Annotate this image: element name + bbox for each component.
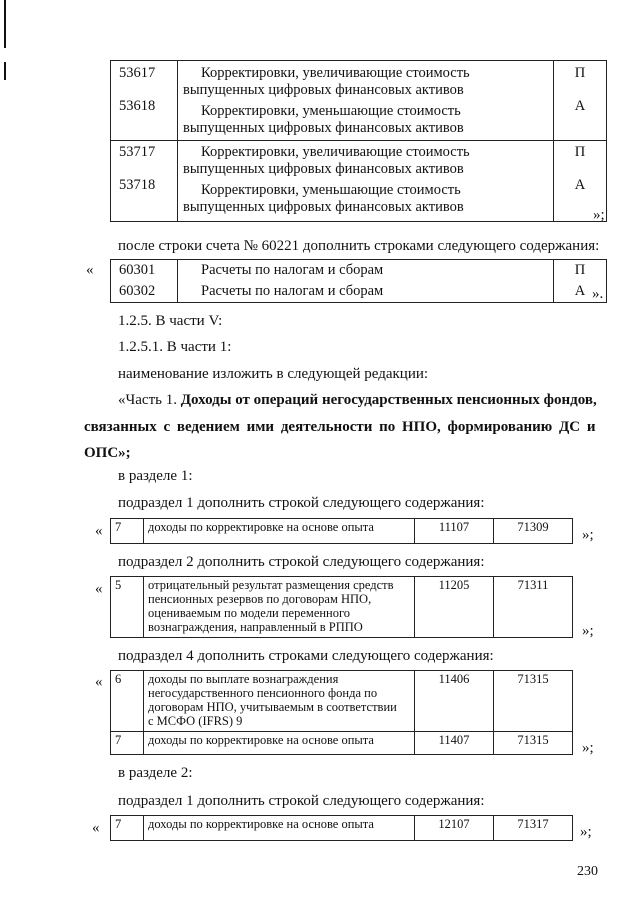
table-row — [111, 519, 573, 544]
opening-quote: « — [95, 523, 103, 539]
heading-prefix: «Часть 1. — [118, 392, 181, 408]
closing-quote: »; — [580, 824, 592, 840]
account-code: 53617 — [119, 65, 156, 81]
paragraph: подраздел 4 дополнить строками следующего содержания: — [118, 648, 494, 664]
desc-line: негосударственного пенсионного фонда по — [148, 686, 378, 700]
account-code: 53717 — [119, 144, 156, 160]
table-row — [111, 577, 573, 638]
account-type: П — [574, 262, 586, 278]
account-name: выпущенных цифровых финансовых активов — [183, 199, 464, 215]
account-number: 71315 — [494, 671, 573, 732]
account-type: А — [574, 283, 586, 299]
symbol-code: 11205 — [415, 577, 494, 638]
paragraph: 1.2.5. В части V: — [118, 313, 223, 329]
closing-quote: »; — [582, 527, 594, 543]
account-number: 71309 — [494, 519, 573, 544]
paragraph: подраздел 2 дополнить строкой следующего содержания: — [118, 554, 485, 570]
account-type: А — [574, 98, 586, 114]
paragraph: подраздел 1 дополнить строкой следующего содержания: — [118, 495, 485, 511]
account-name: Корректировки, увеличивающие стоимость — [201, 144, 470, 160]
margin-mark — [4, 0, 6, 48]
account-code: 60301 — [119, 262, 156, 278]
heading-bold: Доходы от операций негосударственных пенсионных фондов, — [180, 392, 597, 408]
table-row — [111, 816, 573, 841]
income-table-5 — [110, 815, 573, 841]
closing-quote: »; — [582, 623, 594, 639]
row-number: 7 — [111, 519, 144, 544]
page-number: 230 — [577, 864, 598, 879]
row-number: 6 — [111, 671, 144, 732]
symbol-code: 11406 — [415, 671, 494, 732]
desc-line: договорам НПО, учитываемым в соответствии — [148, 700, 397, 714]
desc-line: вознаграждения, направленный в РППО — [148, 620, 363, 634]
table-row — [111, 141, 607, 222]
closing-quote: »; — [593, 207, 605, 223]
account-code: 53718 — [119, 177, 156, 193]
account-name: Корректировки, уменьшающие стоимость — [201, 182, 461, 198]
table-row — [111, 732, 573, 755]
account-number: 71315 — [494, 732, 573, 755]
row-description — [144, 577, 415, 638]
row-number: 5 — [111, 577, 144, 638]
account-type: П — [574, 144, 586, 160]
account-type: П — [574, 65, 586, 81]
desc-line: оцениваемым по модели переменного — [148, 606, 351, 620]
income-table-1 — [110, 518, 573, 544]
row-description: доходы по корректировке на основе опыта — [144, 816, 415, 841]
opening-quote: « — [95, 581, 103, 597]
account-code: 53618 — [119, 98, 156, 114]
paragraph: в разделе 1: — [118, 468, 193, 484]
desc-line: отрицательный результат размещения средств — [148, 578, 394, 592]
closing-quote: ». — [592, 286, 604, 302]
desc-line: с МСФО (IFRS) 9 — [148, 714, 243, 728]
row-description: доходы по корректировке на основе опыта — [144, 732, 415, 755]
account-name: Корректировки, уменьшающие стоимость — [201, 103, 461, 119]
income-table-2 — [110, 576, 573, 638]
symbol-code: 12107 — [415, 816, 494, 841]
table-row — [111, 61, 607, 141]
opening-quote: « — [92, 820, 100, 836]
account-name: Корректировки, увеличивающие стоимость — [201, 65, 470, 81]
account-type: А — [574, 177, 586, 193]
paragraph: 1.2.5.1. В части 1: — [118, 339, 232, 355]
opening-quote: « — [86, 262, 94, 278]
symbol-code: 11107 — [415, 519, 494, 544]
row-number: 7 — [111, 816, 144, 841]
paragraph: наименование изложить в следующей редакции: — [118, 366, 429, 382]
row-description — [144, 671, 415, 732]
account-name: выпущенных цифровых финансовых активов — [183, 161, 464, 177]
symbol-code: 11407 — [415, 732, 494, 755]
heading-line: ОПС»; — [84, 445, 131, 461]
account-name: выпущенных цифровых финансовых активов — [183, 82, 464, 98]
account-name: Расчеты по налогам и сборам — [201, 262, 384, 278]
row-number: 7 — [111, 732, 144, 755]
desc-line: пенсионных резервов по договорам НПО, — [148, 592, 372, 606]
account-number: 71317 — [494, 816, 573, 841]
desc-line: доходы по выплате вознаграждения — [148, 672, 339, 686]
table-row — [111, 260, 607, 303]
heading-line — [118, 391, 597, 409]
closing-quote: »; — [582, 740, 594, 756]
income-table-4 — [110, 670, 573, 755]
row-description: доходы по корректировке на основе опыта — [144, 519, 415, 544]
accounts-table-top — [110, 60, 607, 222]
margin-mark — [4, 62, 6, 80]
account-name: Расчеты по налогам и сборам — [201, 283, 384, 299]
accounts-table-60301 — [110, 259, 607, 303]
account-code: 60302 — [119, 283, 156, 299]
paragraph: в разделе 2: — [118, 765, 193, 781]
account-name: выпущенных цифровых финансовых активов — [183, 120, 464, 136]
account-number: 71311 — [494, 577, 573, 638]
opening-quote: « — [95, 674, 103, 690]
heading-line: связанных с ведением ими деятельности по НПО, формированию ДС и — [84, 419, 596, 435]
paragraph: подраздел 1 дополнить строкой следующего содержания: — [118, 793, 485, 809]
paragraph: после строки счета № 60221 дополнить строками следующего содержания: — [118, 238, 600, 254]
table-row — [111, 671, 573, 732]
